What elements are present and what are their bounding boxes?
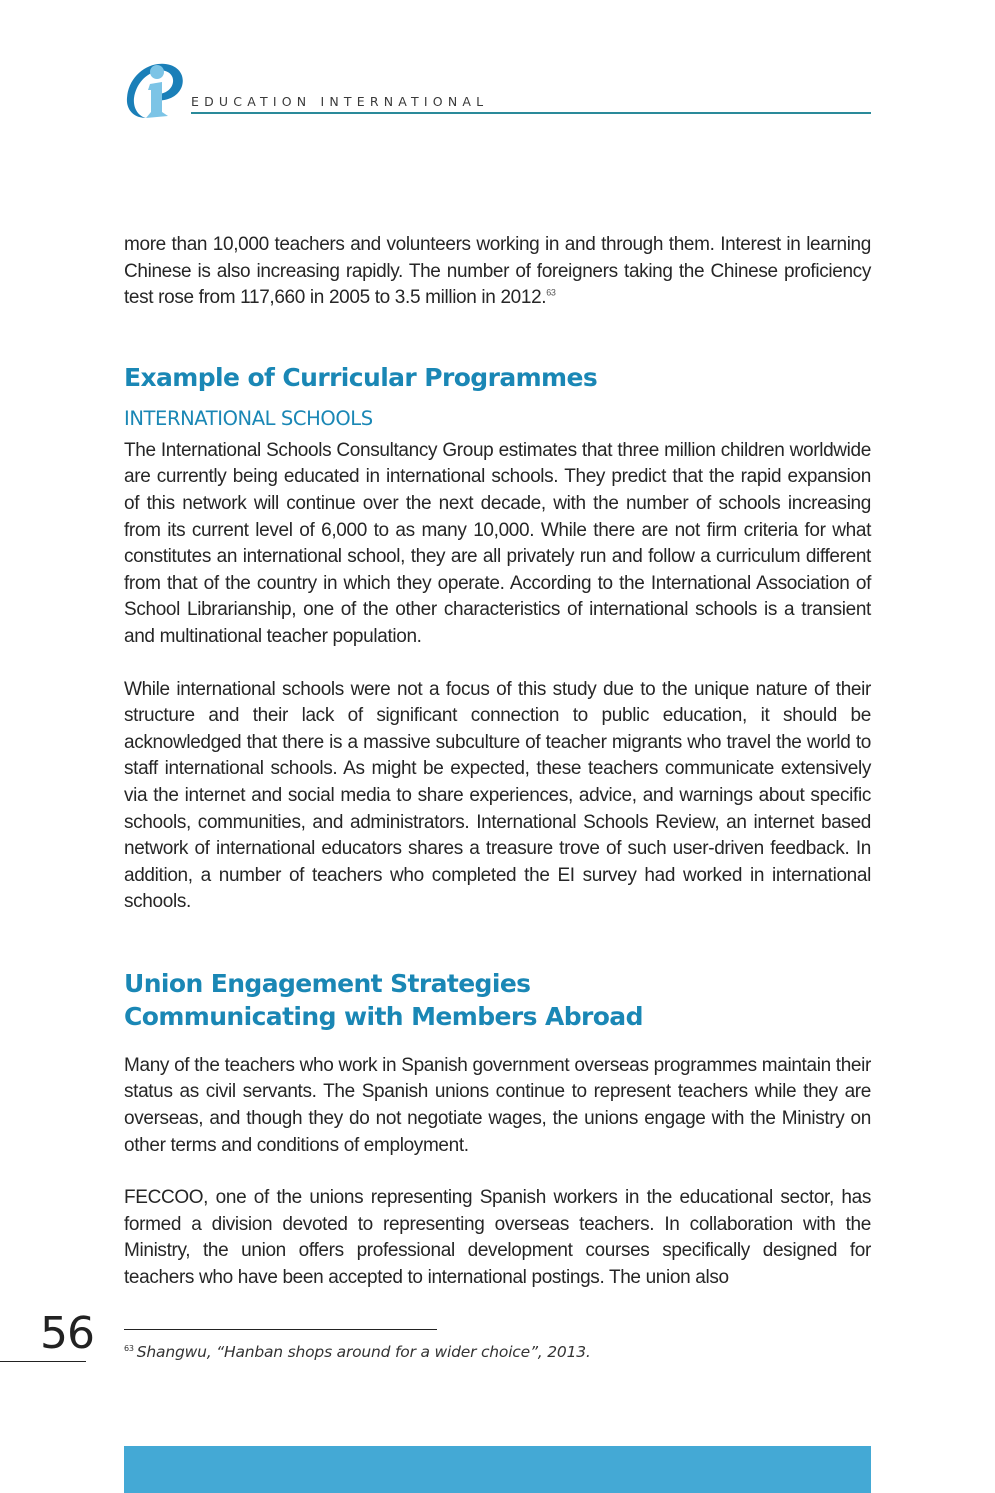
heading-line-2: Communicating with Members Abroad [124,1001,643,1031]
section-heading-union-engagement [124,967,871,1033]
organization-name: EDUCATION INTERNATIONAL [191,94,489,109]
page-number-rule [0,1361,86,1362]
intro-paragraph [124,232,871,312]
paragraph-international-schools-1: The International Schools Consultancy Group estimates that three million children worldwide are currently being educated in international schools. They predict that the rapid expansion of this network will continue over the next decade, with the number of schools increasing from its current level of 6,000 to as many 10,000. While there are not firm criteria for what constitutes an international school, they are all privately run and follow a curriculum different from that of the country in which they operate. According to the International Association of School Librarianship, one of the other characteristics of international schools is a transient and multinational teacher population. [124,439,871,647]
footnote [124,1343,591,1361]
paragraph-spanish-unions: Many of the teachers who work in Spanish government overseas programmes maintain their status as civil servants. The Spanish unions continue to represent teachers while they are overseas, and though they do not negotiate wages, the unions engage with the Ministry on other terms and conditions of employment. [124,1054,871,1156]
education-international-logo-icon [124,60,188,124]
footnote-number: 63 [124,1343,134,1353]
bottom-color-band [124,1446,871,1493]
paragraph-feccoo: FECCOO, one of the unions representing Spanish workers in the educational sector, has formed a division devoted to representing overseas teachers. In collaboration with the Ministry, the union offers professional development courses specifically designed for teachers who have been accepted to international postings. The union also [124,1187,871,1289]
subheading-international-schools: INTERNATIONAL SCHOOLS [124,406,373,430]
footnote-separator [124,1329,437,1330]
paragraph-international-schools-2: While international schools were not a focus of this study due to the unique nature of their structure and their lack of significant connection to public education, it should be acknowledged that there is a massive subculture of teacher migrants who travel the world to staff international schools. As might be expected, these teachers communicate extensively via the internet and social media to share experiences, advice, and warnings about specific schools, communities, and administrators. International Schools Review, an internet based network of international educators shares a treasure trove of such user-driven feedback. In addition, a number of teachers who completed the EI survey had worked in international schools. [124,678,871,913]
footnote-text: Shangwu, “Hanban shops around for a wider choice”, 2013. [136,1343,591,1361]
footnote-reference[interactable]: 63 [546,287,556,298]
heading-line-1: Union Engagement Strategies [124,968,531,998]
page-content [124,232,871,1292]
intro-paragraph-text: more than 10,000 teachers and volunteers working in and through them. Interest in learning Chinese is also increasing rapidly. The number of foreigners taking the Chinese proficiency test rose from 117,660 in 2005 to 3.5 million in 2012. [124,234,871,309]
page-number: 56 [40,1308,94,1359]
header-rule [191,112,871,114]
section-heading-curricular-programmes: Example of Curricular Programmes [124,362,598,392]
